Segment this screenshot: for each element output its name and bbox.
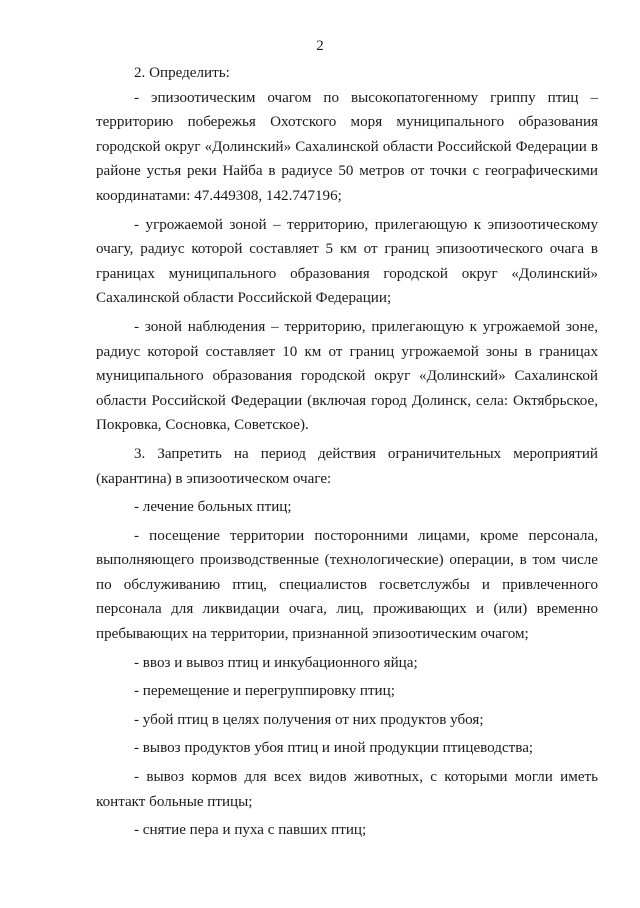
section-3-item: - ввоз и вывоз птиц и инкубационного яйца;: [134, 654, 418, 671]
section-2-item-threat-zone: - угрожаемой зоной – территорию, прилегающую к эпизоотическому очагу, радиус которой составляет 5 км от границ эпизоотического очага в границах муниципального образования городской округ «Долинский» Сахалинской области Российской Федерации;: [96, 216, 598, 307]
page-number: 2: [316, 38, 324, 54]
section-2-item-observation-zone: - зоной наблюдения – территорию, прилегающую к угрожаемой зоне, радиус которой составляет 10 км от границ угрожаемой зоны в границах муниципального образования городской округ «Долинский» Сахалинской области Российской Федерации (включая город Долинск, села: Октябрьское, Покровка, Сосновка, Советское).: [96, 318, 598, 434]
section-3-heading: 3. Запретить на период действия ограничительных мероприятий (карантина) в эпизоотическом очаге:: [96, 445, 598, 487]
section-3-item: - вывоз кормов для всех видов животных, с которыми могли иметь контакт больные птицы;: [96, 769, 598, 810]
section-2-heading: 2. Определить:: [134, 65, 230, 81]
section-3-item: - посещение территории посторонними лицами, кроме персонала, выполняющего производственные (технологические) операции, в том числе по обслуживанию птиц, специалистов госветслужбы и привлеченного персонала для ликвидации очага, лиц, проживающих и (или) временно пребывающих на территории, признанной эпизоотическим очагом;: [96, 527, 598, 643]
document-body: [96, 61, 598, 843]
section-3-item: - вывоз продуктов убоя птиц и иной продукции птицеводства;: [134, 740, 534, 757]
section-3-item: - снятие пера и пуха с павших птиц;: [134, 822, 367, 839]
section-2-item-focus: - эпизоотическим очагом по высокопатогенному гриппу птиц – территорию побережья Охотского моря муниципального образования городской округ «Долинский» Сахалинской области Российской Федерации в районе устья реки Найба в радиусе 50 метров от точки с географическими координатами: 47.449308, 142.747196;: [96, 89, 598, 204]
section-3-item: - перемещение и перегруппировку птиц;: [134, 683, 395, 700]
section-3-item: - лечение больных птиц;: [134, 499, 292, 516]
section-3-item: - убой птиц в целях получения от них продуктов убоя;: [134, 711, 484, 728]
